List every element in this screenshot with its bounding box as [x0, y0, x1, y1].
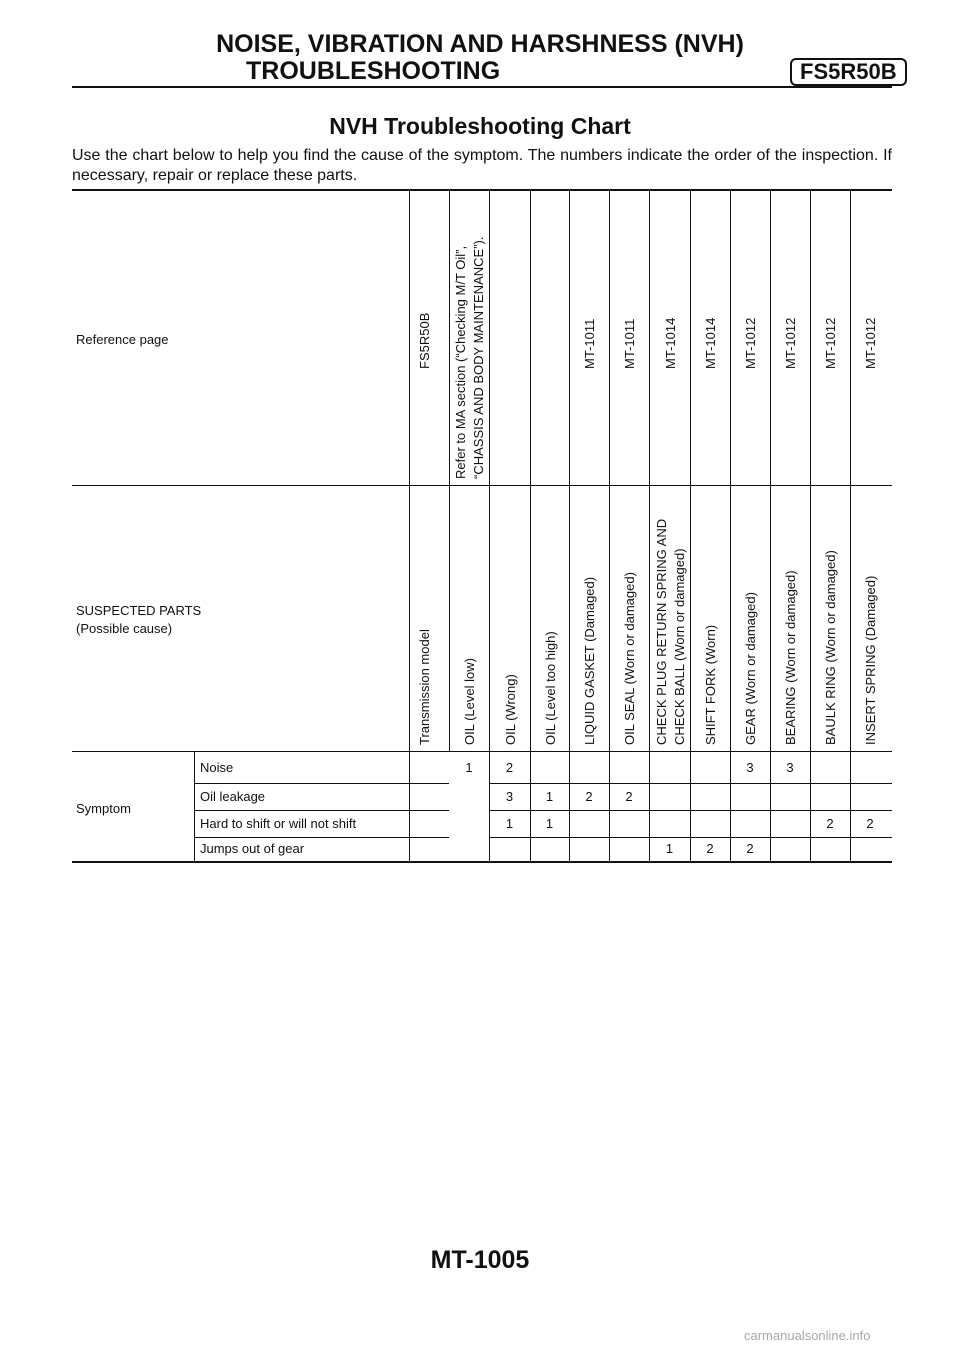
table-divider [489, 810, 892, 811]
page-title: NVH Troubleshooting Chart [329, 113, 631, 139]
inspection-order-value: 2 [505, 760, 514, 775]
column-reference: MT-1012 [823, 317, 838, 369]
column-reference: MT-1011 [622, 318, 637, 369]
inspection-order-value: 1 [505, 815, 514, 831]
table-divider [569, 191, 570, 861]
table-bottom-rule [72, 861, 892, 863]
header-rule [72, 86, 892, 88]
symptom-row-label: Noise [200, 760, 234, 775]
inspection-order-value: 3 [786, 760, 794, 775]
inspection-order-value: 1 [545, 788, 554, 804]
table-divider [489, 191, 490, 861]
inspection-order-value: 2 [866, 815, 874, 831]
column-reference: MT-1014 [703, 317, 718, 369]
column-reference: MT-1011 [582, 318, 597, 369]
symptom-row-label: Oil leakage [200, 788, 266, 804]
suspected-part: OIL SEAL (Worn or damaged) [622, 572, 637, 745]
table-divider [530, 191, 531, 861]
inspection-order-value: 2 [746, 841, 754, 856]
column-reference: MT-1012 [783, 317, 798, 369]
table-divider [770, 191, 771, 861]
column-reference: MT-1014 [662, 317, 678, 369]
table-divider [609, 191, 610, 861]
table-divider [194, 751, 195, 861]
transmission-reference: FS5R50B [417, 312, 432, 369]
inspection-order-value: 1 [665, 841, 674, 856]
table-divider [194, 783, 449, 784]
column-reference: “CHASSIS AND BODY MAINTENANCE”). [471, 236, 486, 479]
table-divider [489, 837, 892, 838]
header-title-line1: NOISE, VIBRATION AND HARSHNESS (NVH) [216, 30, 744, 58]
table-divider [850, 191, 851, 861]
suspected-part: BEARING (Worn or damaged) [783, 570, 798, 745]
header-title-line2: TROUBLESHOOTING [246, 57, 501, 85]
column-reference: Refer to MA section (“Checking M/T Oil”, [453, 245, 468, 479]
transmission-model-label: Transmission model [417, 629, 432, 745]
table-divider [810, 191, 811, 861]
inspection-order-value: 1 [545, 815, 554, 831]
table-rule [72, 751, 892, 752]
reference-page-label: Reference page [76, 332, 169, 347]
symptom-label: Symptom [76, 801, 131, 816]
inspection-order-value: 3 [505, 788, 514, 804]
suspected-parts-label: SUSPECTED PARTS [76, 603, 202, 618]
table-divider [194, 810, 449, 811]
suspected-part: CHECK BALL (Worn or damaged) [671, 548, 687, 745]
table-divider [649, 191, 650, 861]
inspection-order-value: 1 [465, 760, 473, 775]
column-reference: MT-1012 [743, 317, 758, 369]
inspection-order-value: 2 [826, 815, 834, 831]
suspected-part: CHECK PLUG RETURN SPRING AND [653, 518, 669, 745]
intro-text: Use the chart below to help you find the cause of the symptom. The numbers indicate the order of the inspection. If necessary, repair or replace these parts. [72, 147, 892, 184]
nvh-troubleshooting-table [72, 189, 892, 863]
suspected-part: OIL (Level low) [462, 658, 477, 745]
inspection-order-value: 2 [625, 788, 633, 804]
column-reference: MT-1012 [863, 317, 878, 369]
table-top-rule [72, 189, 892, 191]
inspection-order-value: 3 [746, 760, 754, 775]
table-divider [489, 783, 892, 784]
table-divider [690, 191, 691, 861]
page-header [0, 30, 960, 86]
inspection-order-value: 2 [585, 788, 593, 804]
symptom-row-label: Hard to shift or will not shift [200, 815, 357, 831]
possible-cause-label: (Possible cause) [76, 621, 173, 636]
suspected-part: OIL (Wrong) [502, 674, 518, 745]
model-badge: FS5R50B [790, 58, 907, 86]
symptom-row-label: Jumps out of gear [200, 841, 305, 856]
suspected-part: OIL (Level too high) [542, 631, 558, 745]
table-divider [449, 191, 450, 751]
inspection-order-value: 2 [706, 841, 714, 856]
suspected-part: GEAR (Worn or damaged) [743, 592, 758, 745]
suspected-part: BAULK RING (Worn or damaged) [823, 550, 838, 745]
table-rule [72, 485, 892, 486]
table-divider [730, 191, 731, 861]
page-number: MT-1005 [430, 1246, 530, 1274]
suspected-part: LIQUID GASKET (Damaged) [582, 576, 597, 745]
suspected-part: SHIFT FORK (Worn) [703, 624, 718, 745]
table-divider [409, 191, 410, 861]
table-divider [194, 837, 449, 838]
watermark: carmanualsonline.info [744, 1328, 871, 1343]
suspected-part: INSERT SPRING (Damaged) [863, 575, 878, 745]
